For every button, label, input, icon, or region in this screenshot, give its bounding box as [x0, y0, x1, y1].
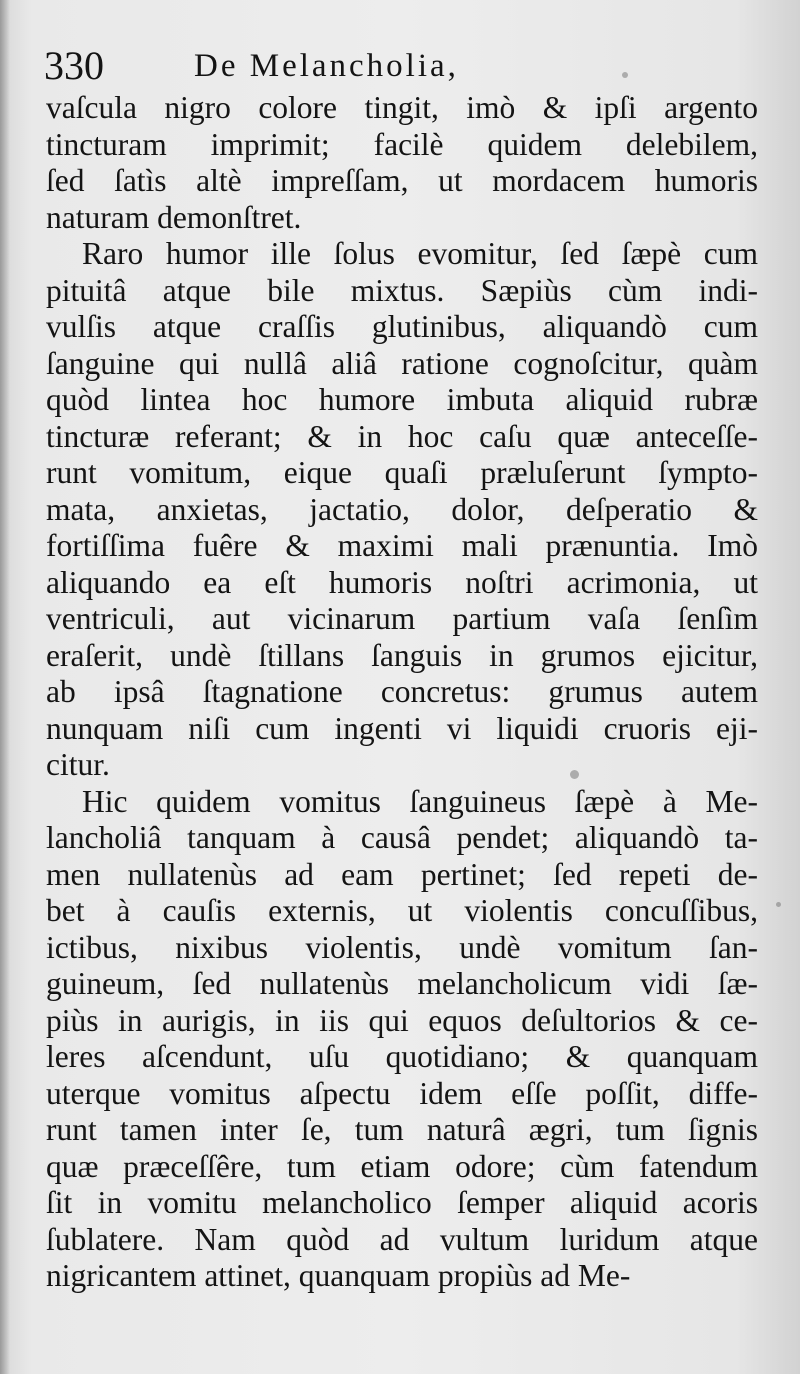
- text-line: ictibus, nixibus violentis, undè vomitum ſan-: [46, 929, 758, 965]
- text-line: nunquam niſi cum ingenti vi liquidi cruoris eji-: [46, 710, 758, 746]
- ink-speck: [622, 72, 628, 78]
- text-line: ſed ſatìs altè impreſſam, ut mordacem humoris: [46, 163, 758, 198]
- gutter-shadow: [0, 0, 10, 1374]
- text-line: fortiſſima fuêre & maximi mali prænuntia. Imò: [46, 528, 758, 563]
- text-line: mata, anxietas, jactatio, dolor, deſperatio &: [46, 491, 758, 527]
- text-line: quòd lintea hoc humore imbuta aliquid rubræ: [46, 382, 758, 417]
- text-line: aliquando ea eſt humoris noſtri acrimonia, ut: [46, 564, 758, 600]
- text-line: citur.: [46, 747, 110, 782]
- ink-speck: [776, 902, 781, 907]
- text-line: quæ præceſſêre, tum etiam odore; cùm fatendum: [46, 1148, 758, 1184]
- text-line: guineum, ſed nullatenùs melancholicum vidi ſæ-: [46, 966, 758, 1001]
- page-number: 330: [44, 43, 104, 88]
- text-line: ſublatere. Nam quòd ad vultum luridum atque: [46, 1221, 758, 1257]
- text-line: bet à cauſis externis, ut violentis concuſſibus,: [46, 893, 758, 928]
- text-line: pituitâ atque bile mixtus. Sæpiùs cùm indi-: [46, 272, 758, 308]
- text-line: Raro humor ille ſolus evomitur, ſed ſæpè cum: [82, 236, 758, 271]
- text-body: [46, 90, 758, 1295]
- text-line: uterque vomitus aſpectu idem eſſe poſſit, diffe-: [46, 1075, 758, 1111]
- text-line: eraſerit, undè ſtillans ſanguis in grumos ejicitur,: [46, 637, 758, 673]
- text-line: runt tamen inter ſe, tum naturâ ægri, tum ſignis: [46, 1112, 758, 1147]
- text-line: ſit in vomitu melancholico ſemper aliquid acoris: [46, 1185, 758, 1220]
- text-line: runt vomitum, eique quaſi præluſerunt ſympto-: [46, 455, 758, 490]
- text-line: naturam demonſtret.: [46, 199, 302, 235]
- text-line: vaſcula nigro colore tingit, imò & ipſi argento: [46, 90, 758, 125]
- text-line: leres aſcendunt, uſu quotidiano; & quanquam: [46, 1039, 758, 1074]
- text-line: ventriculi, aut vicinarum partium vaſa ſenſìm: [46, 601, 758, 636]
- text-line: tincturæ referant; & in hoc caſu quæ anteceſſe-: [46, 418, 758, 454]
- text-line: piùs in aurigis, in iis qui equos deſultorios & ce-: [46, 1002, 758, 1038]
- text-line: tincturam imprimit; facilè quidem delebilem,: [46, 126, 758, 162]
- text-line: vulſis atque craſſis glutinibus, aliquandò cum: [46, 309, 758, 344]
- text-line: Hic quidem vomitus ſanguineus ſæpè à Me-: [82, 783, 758, 819]
- text-line: ſanguine qui nullâ aliâ ratione cognoſcitur, quàm: [46, 345, 758, 381]
- text-line: ab ipsâ ſtagnatione concretus: grumus autem: [46, 674, 758, 709]
- text-line: men nullatenùs ad eam pertinet; ſed repeti de-: [46, 856, 758, 892]
- text-line: lancholiâ tanquam à causâ pendet; aliquandò ta-: [46, 820, 758, 855]
- running-title: De Melancholia,: [194, 48, 459, 84]
- ink-speck: [570, 770, 579, 779]
- page-header: [40, 36, 760, 96]
- text-line: nigricantem attinet, quanquam propiùs ad Me-: [46, 1258, 631, 1293]
